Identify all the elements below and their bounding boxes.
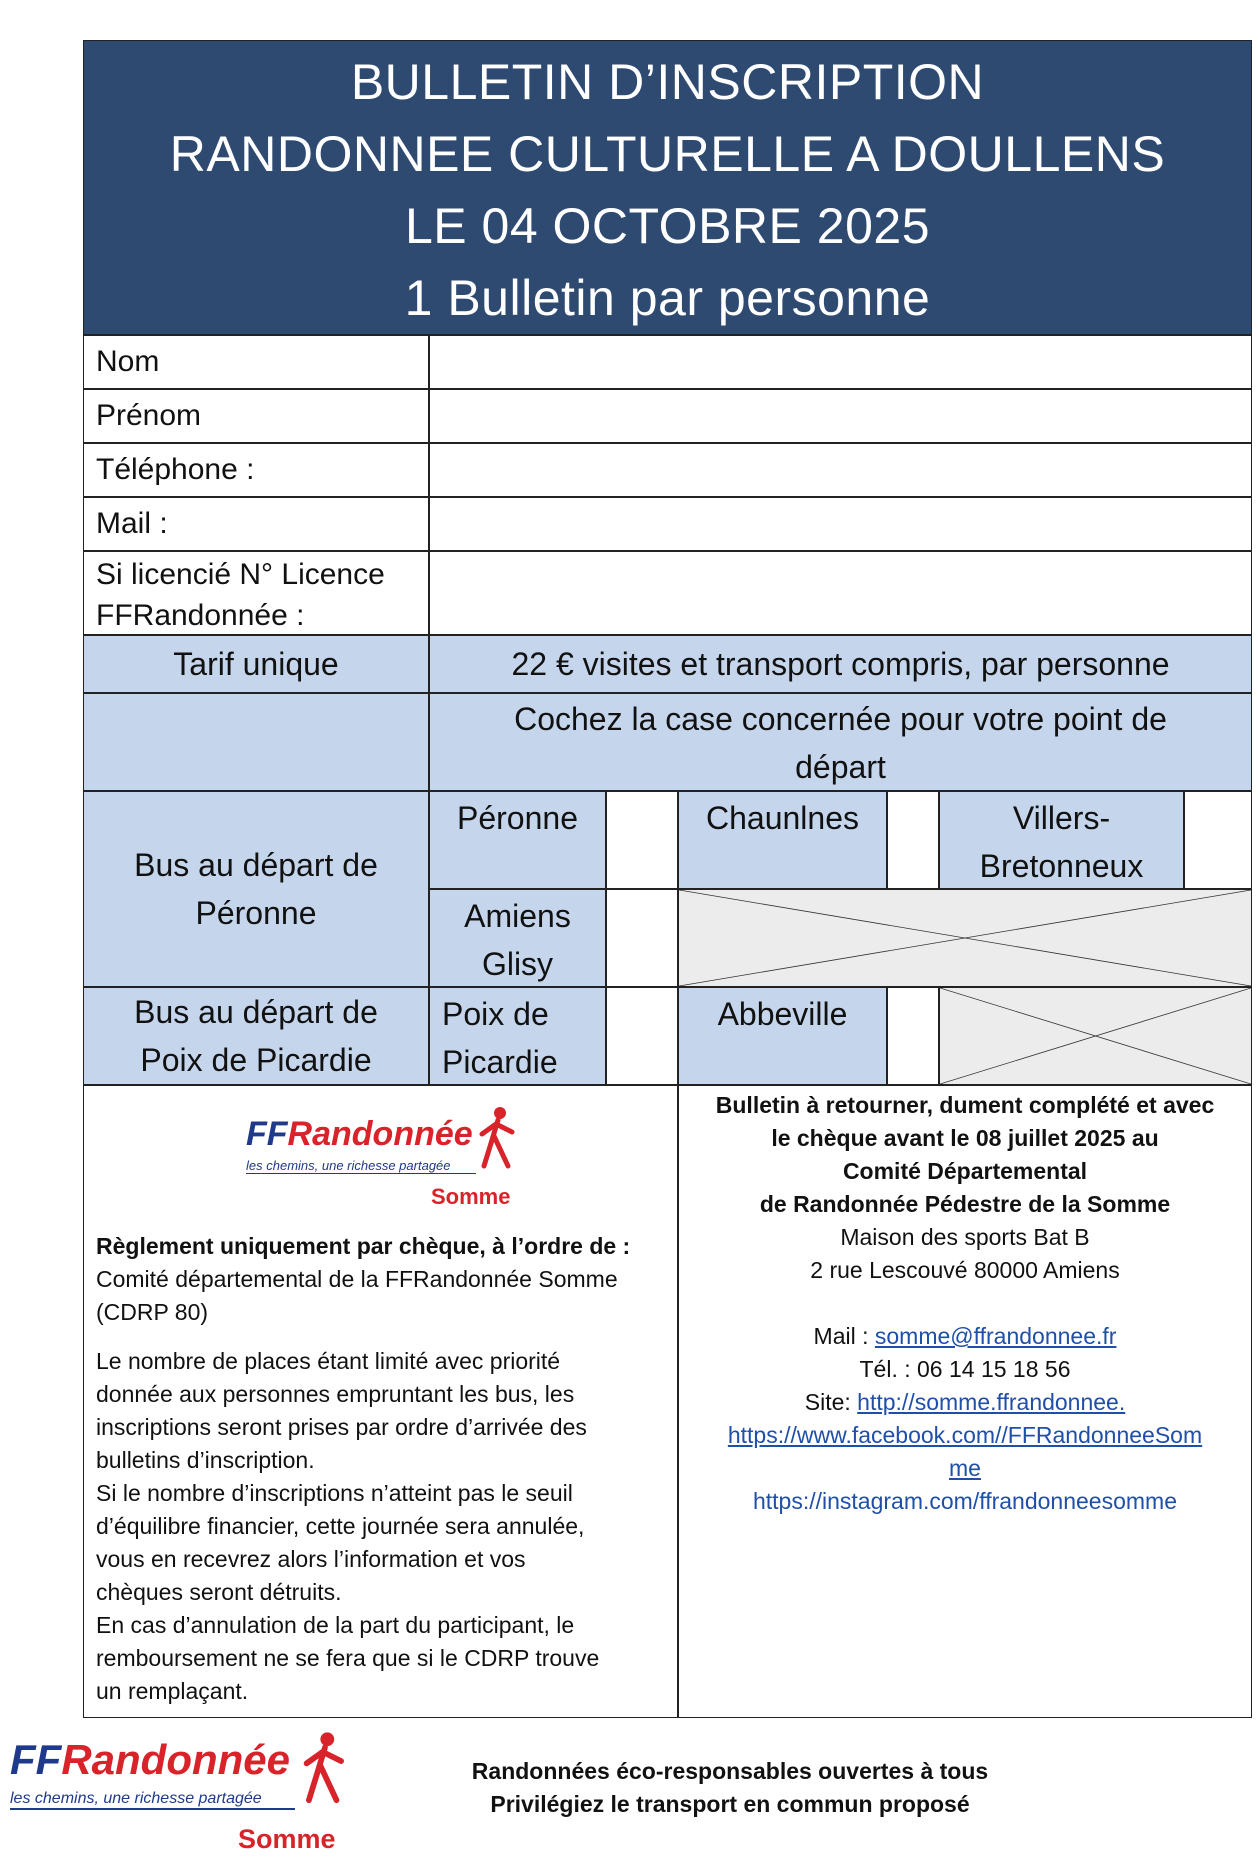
footer-logo-somme: Somme — [238, 1824, 336, 1854]
departure-instruction — [429, 693, 1252, 791]
footer-line-2: Privilégiez le transport en commun proposé — [490, 1791, 970, 1817]
facebook-link-line-1[interactable]: https://www.facebook.com//FFRandonneeSom — [727, 1422, 1203, 1448]
footer-logo-tagline: les chemins, une richesse partagée — [10, 1790, 295, 1810]
payment-info-cell — [83, 1085, 678, 1718]
refund-line-3: un remplaçant. — [96, 1678, 249, 1704]
bus-peronne-line-1: Bus au départ de — [134, 847, 378, 883]
limit-line-1: Le nombre de places étant limité avec priorité — [96, 1348, 561, 1374]
logo-randonnee: Randonnée — [287, 1115, 473, 1153]
licence-label-line-1: Si licencié N° Licence — [96, 558, 385, 591]
stop-villers-label — [939, 791, 1184, 889]
title-line-2: RANDONNEE CULTURELLE A DOULLENS — [169, 126, 1166, 182]
logo-wordmark — [246, 1114, 473, 1154]
stop-amiens-label — [429, 889, 606, 987]
footer-message — [380, 1755, 1080, 1821]
logo-ff: FF — [246, 1115, 288, 1153]
tel-contact: Tél. : 06 14 15 18 56 — [859, 1356, 1071, 1382]
mail-contact — [679, 1320, 1251, 1353]
bus-poix-label — [83, 987, 429, 1085]
cancel-line-4: chèques seront détruits. — [96, 1579, 342, 1605]
telephone-field[interactable] — [429, 443, 1252, 497]
mail-link[interactable]: somme@ffrandonnee.fr — [874, 1323, 1117, 1349]
title-line-4: 1 Bulletin par personne — [404, 270, 931, 326]
amiens-line-1: Amiens — [464, 898, 571, 934]
logo-somme: Somme — [431, 1184, 511, 1209]
footer-logo-wordmark — [10, 1736, 290, 1784]
footer-logo-ff: FF — [10, 1736, 62, 1783]
licence-label-line-2: FFRandonnée : — [96, 599, 305, 632]
facebook-link-line-2[interactable]: me — [949, 1455, 981, 1481]
bus-peronne-label — [83, 791, 429, 987]
cancel-line-2: d’équilibre financier, cette journée sera annulée, — [96, 1513, 585, 1539]
site-link[interactable]: http://somme.ffrandonnee. — [857, 1389, 1126, 1415]
return-line-1: Bulletin à retourner, dument complété et avec — [715, 1092, 1215, 1118]
nom-label: Nom — [83, 335, 429, 389]
instruction-blank-cell — [83, 693, 429, 791]
instagram-link[interactable]: https://instagram.com/ffrandonneesomme — [752, 1488, 1177, 1514]
cross-mark-icon — [940, 988, 1251, 1084]
telephone-label: Téléphone : — [83, 443, 429, 497]
footer-logo — [10, 1730, 355, 1858]
poix-line-1: Poix de — [442, 996, 549, 1032]
site-contact — [679, 1386, 1251, 1419]
instruction-line-1: Cochez la case concernée pour votre point de — [514, 701, 1167, 737]
payment-line-1: Comité départemental de la FFRandonnée Somme — [96, 1266, 618, 1292]
refund-line-1: En cas d’annulation de la part du participant, le — [96, 1612, 575, 1638]
poix-line-2: Picardie — [442, 1044, 558, 1080]
stop-peronne-label: Péronne — [429, 791, 606, 889]
prenom-label: Prénom — [83, 389, 429, 443]
stop-abbeville-checkbox[interactable] — [887, 987, 939, 1085]
title-line-3: LE 04 OCTOBRE 2025 — [404, 198, 930, 254]
refund-line-2: remboursement ne se fera que si le CDRP trouve — [96, 1645, 600, 1671]
nom-field[interactable] — [429, 335, 1252, 389]
amiens-line-2: Glisy — [481, 946, 554, 982]
crossed-out-cell — [678, 889, 1252, 987]
cancel-line-1: Si le nombre d’inscriptions n’atteint pas le seuil — [96, 1480, 573, 1506]
stop-amiens-checkbox[interactable] — [606, 889, 678, 987]
contact-info-cell — [678, 1085, 1252, 1718]
mail-field[interactable] — [429, 497, 1252, 551]
return-line-2: le chèque avant le 08 juillet 2025 au — [771, 1125, 1159, 1151]
payment-text-block — [96, 1230, 671, 1708]
payment-line-2: (CDRP 80) — [96, 1299, 209, 1325]
tarif-label: Tarif unique — [83, 635, 429, 693]
tarif-value: 22 € visites et transport compris, par personne — [429, 635, 1252, 693]
stop-poix-checkbox[interactable] — [606, 987, 678, 1085]
site-contact-label: Site: — [804, 1389, 858, 1415]
limit-line-3: inscriptions seront prises par ordre d’arrivée des — [96, 1414, 587, 1440]
stop-chaulnes-label: Chaunlnes — [678, 791, 887, 889]
stop-villers-checkbox[interactable] — [1184, 791, 1252, 889]
return-line-4: de Randonnée Pédestre de la Somme — [759, 1191, 1171, 1217]
payment-title: Règlement uniquement par chèque, à l’ordre de : — [96, 1233, 631, 1259]
contact-text-block — [679, 1086, 1251, 1518]
hiker-icon — [478, 1106, 518, 1170]
licence-field[interactable] — [429, 551, 1252, 635]
title-banner — [83, 40, 1252, 335]
stop-peronne-checkbox[interactable] — [606, 791, 678, 889]
footer-line-1: Randonnées éco-responsables ouvertes à tous — [471, 1758, 989, 1784]
title-line-1: BULLETIN D’INSCRIPTION — [350, 54, 985, 110]
bus-poix-line-2: Poix de Picardie — [140, 1042, 372, 1078]
stop-poix-label — [429, 987, 606, 1085]
limit-line-2: donnée aux personnes empruntant les bus, les — [96, 1381, 575, 1407]
footer-logo-randonnee: Randonnée — [61, 1736, 290, 1783]
instruction-line-2: départ — [795, 749, 886, 785]
bus-poix-line-1: Bus au départ de — [134, 994, 378, 1030]
mail-contact-label: Mail : — [813, 1323, 875, 1349]
villers-line-2: Bretonneux — [979, 848, 1144, 884]
crossed-out-cell-2 — [939, 987, 1252, 1085]
cancel-line-3: vous en recevrez alors l’information et vos — [96, 1546, 526, 1572]
villers-line-1: Villers- — [1012, 800, 1111, 836]
return-line-3: Comité Départemental — [842, 1158, 1088, 1184]
mail-label: Mail : — [83, 497, 429, 551]
footer-hiker-icon — [302, 1730, 348, 1806]
stop-chaulnes-checkbox[interactable] — [887, 791, 939, 889]
ffrandonnee-logo — [246, 1104, 526, 1219]
limit-line-4: bulletins d’inscription. — [96, 1447, 315, 1473]
logo-tagline: les chemins, une richesse partagée — [246, 1158, 476, 1174]
address-line-1: Maison des sports Bat B — [840, 1224, 1090, 1250]
bus-peronne-line-2: Péronne — [195, 895, 317, 931]
stop-abbeville-label: Abbeville — [678, 987, 887, 1085]
licence-label — [83, 551, 429, 635]
prenom-field[interactable] — [429, 389, 1252, 443]
cross-mark-icon — [679, 890, 1251, 986]
address-line-2: 2 rue Lescouvé 80000 Amiens — [810, 1257, 1120, 1283]
